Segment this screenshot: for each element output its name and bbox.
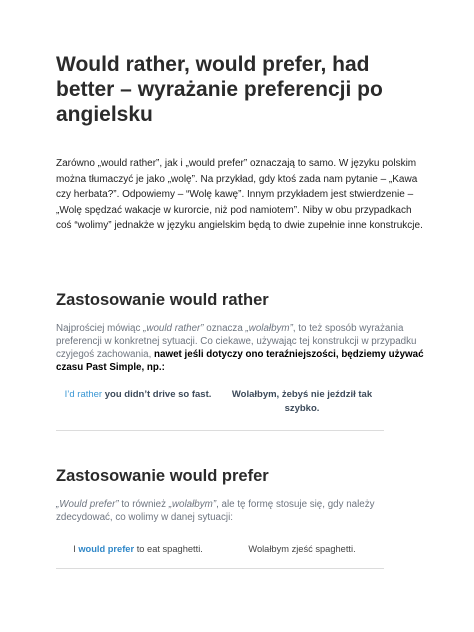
term-meaning: „wolałbym” bbox=[245, 323, 293, 334]
para-bold-rule: nawet jeśli dotyczy ono teraźniejszości, będziemy używać czasu Past Simple, np.: bbox=[56, 349, 424, 373]
para-text: , ale tę formę stosuje się, gdy należy zdecydować, co wolimy w danej sytuacji: bbox=[56, 499, 375, 523]
para-text: , to też sposób wyrażania preferencji w konkretnej sytuacji. Co ciekawe, używając tej konstrukcji w przypadku czyjegoś zachowania, bbox=[56, 323, 417, 360]
section-heading-would-rather: Zastosowanie would rather bbox=[56, 291, 269, 309]
example-english bbox=[56, 542, 220, 568]
page-title: Would rather, would prefer, had better – wyrażanie preferencji po angielsku bbox=[56, 53, 383, 126]
would-rather-paragraph bbox=[56, 322, 426, 374]
intro-paragraph: Zarówno „would rather”, jak i „would prefer” oznaczają to samo. W języku polskim można tłumaczyć je jako „wolę”. Na przykład, gdy ktoś zada nam pytanie – „Kawa czy herbata?”. Odpowiemy – “Wolę kawę”. Innym przykładem jest stwierdzenie – „Wolę spędzać wakacje w kurorcie, niż pod namiotem”. Niby w obu przypadkach coś “wolimy” jednakże w języku angielskim będą to dwie zupełnie inne konstrukcje. bbox=[56, 158, 423, 231]
para-text: to również bbox=[118, 499, 169, 510]
would-prefer-paragraph bbox=[56, 498, 426, 524]
example-text: you didn’t drive so fast. bbox=[102, 389, 212, 400]
example-text: to eat spaghetti. bbox=[134, 544, 203, 554]
example-polish: Wolałbym, żebyś nie jeździł tak szybko. bbox=[231, 389, 373, 414]
example-polish: Wolałbym zjeść spaghetti. bbox=[248, 544, 356, 554]
example-english bbox=[56, 388, 220, 430]
example-keyword: I’d rather bbox=[64, 389, 103, 400]
para-text: Najprościej mówiąc bbox=[56, 323, 144, 334]
example-keyword: would prefer bbox=[78, 544, 135, 554]
term-would-prefer: „Would prefer” bbox=[56, 499, 119, 510]
para-text: oznacza bbox=[203, 323, 246, 334]
term-would-rather: „would rather” bbox=[143, 323, 204, 334]
example-row bbox=[56, 542, 384, 569]
section-heading-would-prefer: Zastosowanie would prefer bbox=[56, 467, 269, 485]
example-text: I bbox=[73, 544, 79, 554]
term-meaning: „wolałbym” bbox=[168, 499, 217, 510]
example-row bbox=[56, 388, 384, 431]
